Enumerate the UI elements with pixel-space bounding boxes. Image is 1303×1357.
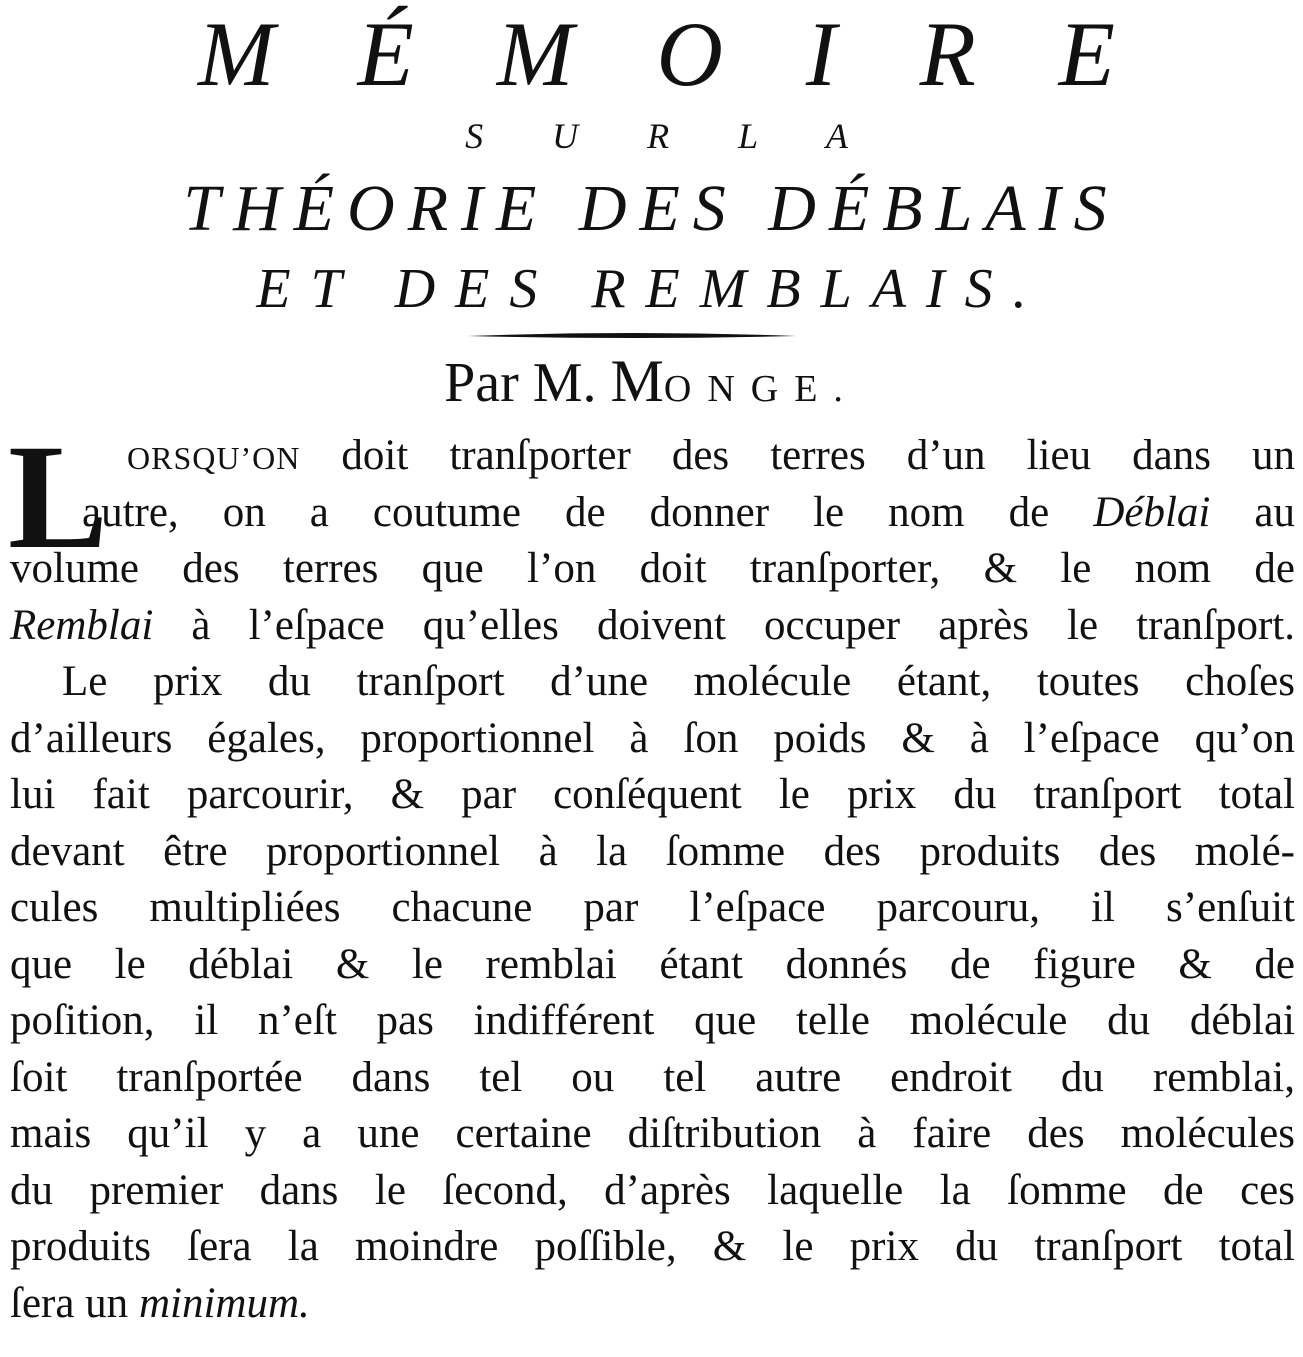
text-line: lui fait parcourir, & par conſéquent le prix du tranſport total [10, 771, 1295, 818]
text-line: mais qu’il y a une certaine diſtribution à faire des molécules [10, 1110, 1295, 1157]
text-line: poſition, il n’eſt pas indifférent que telle molécule du déblai [10, 997, 1295, 1044]
line-italic: Remblai [10, 601, 154, 649]
line-text: ſera un [10, 1279, 139, 1327]
subtitle-theorie: THÉORIE DES DÉBLAIS [183, 172, 1120, 245]
text-line: volume des terres que l’on doit tranſporter, & le nom de [10, 545, 1295, 592]
text-line: que le déblai & le remblai étant donnés de figure & de [10, 940, 1295, 988]
drop-cap: L [8, 414, 109, 580]
author-initial: M [610, 348, 664, 414]
text-line: devant être proportionnel à la ſomme des produits des molé- [10, 827, 1295, 875]
line-italic: minimum. [138, 1279, 310, 1327]
line-text: autre, on a coutume de donner le nom de [82, 488, 1094, 536]
line-text: au [1210, 488, 1295, 536]
body-text [8, 414, 1295, 1332]
author-line [0, 346, 1303, 424]
text-line [10, 598, 1295, 655]
line-smallcaps: ORSQU’ON [127, 440, 301, 476]
text-line: Le prix du tranſport d’une molécule étant, toutes choſes [62, 658, 1295, 705]
text-line: d’ailleurs égales, proportionnel à ſon poids & à l’eſpace qu’on [10, 714, 1295, 762]
line-text: doit tranſporter des terres d’un lieu dans un [300, 432, 1295, 479]
text-line [10, 428, 1295, 485]
author-rest: ONGE. [663, 368, 859, 410]
text-line [10, 1276, 1295, 1333]
author-prefix: Par M. [444, 352, 597, 414]
subtitle-remblais: ET DES REMBLAIS. [256, 258, 1047, 320]
text-line: produits ſera la moindre poſſible, & le prix du tranſport total [10, 1223, 1295, 1270]
subtitle-connector: S U R L A [465, 116, 878, 156]
title-rule [468, 332, 796, 340]
text-line: ſoit tranſportée dans tel ou tel autre endroit du remblai, [10, 1053, 1295, 1101]
text-line [10, 485, 1295, 542]
title-memoire: M É M O I R E [198, 3, 1145, 105]
line-text: à l’eſpace qu’elles doivent occuper après le tranſport. [153, 601, 1295, 649]
text-line: cules multipliées chacune par l’eſpace parcouru, il s’enſuit [10, 884, 1295, 931]
text-line: du premier dans le ſecond, d’après laquelle la ſomme de ces [10, 1166, 1295, 1214]
line-italic: Déblai [1093, 488, 1211, 536]
